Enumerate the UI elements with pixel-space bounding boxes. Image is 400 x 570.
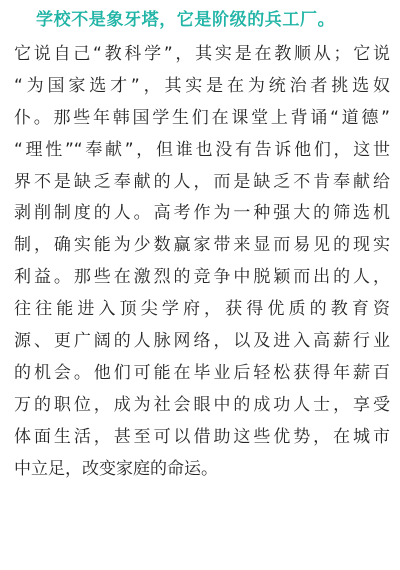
article-body xyxy=(14,39,390,485)
body-line: “为国家选才”，其实是在为统治者挑选奴 xyxy=(14,75,390,96)
body-line: 界不是缺乏奉献的人，而是缺乏不肯奉献给 xyxy=(14,171,390,192)
body-line: 体面生活，甚至可以借助这些优势，在城市 xyxy=(14,426,390,447)
body-line: 制，确实能为少数赢家带来显而易见的现实 xyxy=(14,235,390,256)
body-line: 往往能进入顶尖学府，获得优质的教育资 xyxy=(14,299,390,320)
body-line: 源、更广阔的人脉网络，以及进入高薪行业 xyxy=(14,331,390,352)
body-line: 剥削制度的人。高考作为一种强大的筛选机 xyxy=(14,203,390,224)
body-line: 仆。那些年韩国学生们在课堂上背诵“道德” xyxy=(14,107,390,128)
body-line: 万的职位，成为社会眼中的成功人士，享受 xyxy=(14,394,390,415)
body-line: 中立足，改变家庭的命运。 xyxy=(14,458,218,479)
article xyxy=(14,0,390,570)
body-line: 它说自己“教科学”，其实是在教顺从；它说 xyxy=(14,44,390,64)
article-heading: 学校不是象牙塔，它是阶级的兵工厂。 xyxy=(36,10,336,30)
body-line: 利益。那些在激烈的竞争中脱颖而出的人， xyxy=(14,267,390,288)
body-line: “理性”“奉献”，但谁也没有告诉他们，这世 xyxy=(14,139,390,160)
body-line: 的机会。他们可能在毕业后轻松获得年薪百 xyxy=(14,362,390,383)
